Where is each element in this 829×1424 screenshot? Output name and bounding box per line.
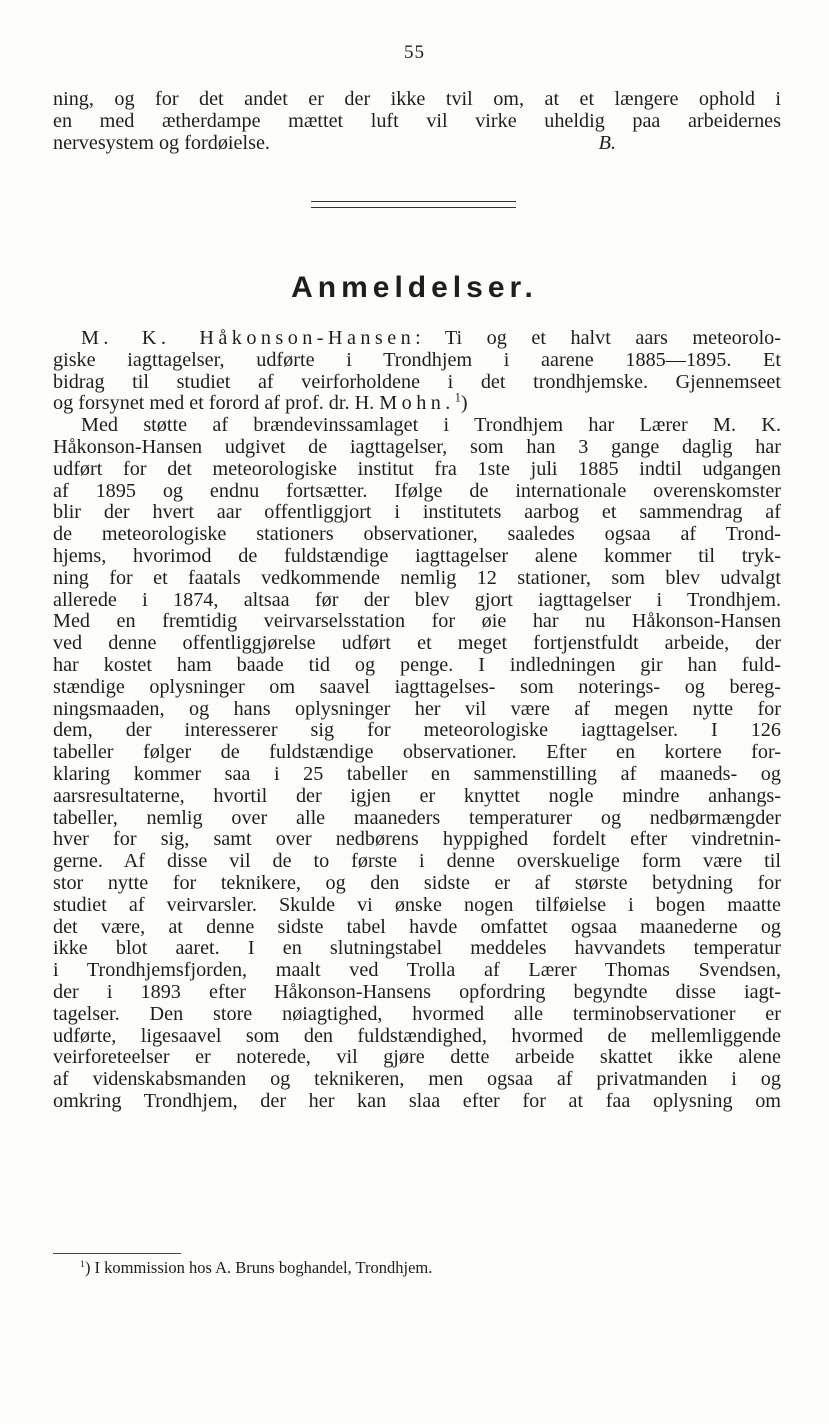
review-body-line: ved denne offentliggjørelse udført et meget fortjenstfuldt arbeide, der <box>53 632 781 655</box>
page-number: 55 <box>404 42 425 63</box>
review-body-line: Med støtte af brændevinssamlaget i Trondhjem har Lærer M. K. <box>81 414 781 437</box>
intro-paragraph <box>53 89 781 154</box>
review-body-line: hver for sig, samt over nedbørens hyppighed fordelt efter vindretnin- <box>53 828 781 851</box>
review-body-line: studiet af veirvarsler. Skulde vi ønske nogen tilføielse i bogen maatte <box>53 893 781 916</box>
review-body-line: udførte, ligesaavel som den fuldstændighed, hvormed de mellemliggende <box>53 1024 781 1047</box>
review-body-line: blir der hvert aar offentliggjort i institutets aarbog et sammendrag af <box>53 501 781 524</box>
review-editor-name: Mohn. <box>379 392 455 415</box>
review-title-line-3: bidrag til studiet af veirforholdene i det trondhjemske. Gjennemseet <box>53 370 781 393</box>
review-title-last-prefix: og forsynet med et forord af prof. dr. H. <box>53 392 380 415</box>
footnote-text: ) I kommission hos A. Bruns boghandel, Trondhjem. <box>84 1258 433 1277</box>
divider-rule-top <box>311 201 516 202</box>
review-title-start: : Ti og et halvt aars meteorolo- <box>415 327 781 349</box>
review-body-line: af videnskabsmanden og teknikeren, men ogsaa af privatmanden i og <box>53 1068 781 1091</box>
footnote-reference[interactable]: 1 <box>454 391 461 406</box>
section-heading: Anmeldelser. <box>291 271 538 304</box>
review-body-line: af 1895 og endnu fortsætter. Ifølge de internationale overenskomster <box>53 479 781 502</box>
review-body-line: dem, der interesserer sig for meteorologiske iagttagelser. I 126 <box>53 719 781 742</box>
review-body-line: stændige oplysninger om saavel iagttagelses- som noterings- og bereg- <box>53 675 781 698</box>
footnote-rule <box>53 1253 181 1254</box>
review-body-line: i Trondhjemsfjorden, maalt ved Trolla af Lærer Thomas Svendsen, <box>53 959 781 982</box>
review-body-line: udført for det meteorologiske institut fra 1ste juli 1885 indtil udgangen <box>53 457 781 480</box>
review-title-last-suffix: ) <box>460 392 468 415</box>
intro-line-2: en med ætherdampe mættet luft vil virke uheldig paa arbeidernes <box>53 109 781 132</box>
intro-last-line <box>53 133 781 155</box>
review-body-line: ningsmaaden, og hans oplysninger her vil være af megen nytte for <box>53 697 781 720</box>
review-title-line-1 <box>53 328 781 350</box>
review-body-line: Håkonson-Hansen udgivet de iagttagelser, som han 3 gange daglig har <box>53 435 781 458</box>
review-body-line: allerede i 1874, altsaa før der blev gjort iagttagelser i Trondhjem. <box>53 588 781 611</box>
review-paragraph <box>53 328 781 1113</box>
intro-signature: B. <box>598 131 616 154</box>
review-body-line: de meteorologiske stationers observationer, saaledes ogsaa af Trond- <box>53 523 781 546</box>
review-body-line: Med en fremtidig veirvarselsstation for øie har nu Håkonson-Hansen <box>53 610 781 633</box>
review-body-line: tagelser. Den store nøiagtighed, hvormed alle terminobservationer er <box>53 1002 781 1025</box>
review-body-line: der i 1893 efter Håkonson-Hansens opfordring begyndte disse iagt- <box>53 980 781 1003</box>
review-body-line: det være, at denne sidste tabel havde omfattet ogsaa maanederne og <box>53 915 781 938</box>
review-body-line: stor nytte for teknikere, og den sidste er af største betydning for <box>53 871 781 894</box>
footnote-marker: 1 <box>80 1259 85 1271</box>
review-body-line: gerne. Af disse vil de to første i denne overskuelige form være til <box>53 850 781 873</box>
review-body-line: aarsresultaterne, hvortil der igjen er knyttet nogle mindre anhangs- <box>53 784 781 807</box>
review-body-line: hjems, hvorimod de fuldstændige iagttagelser alene kommer til tryk- <box>53 544 781 567</box>
review-author: M. K. Håkonson-Hansen <box>81 327 416 349</box>
intro-line-1: ning, og for det andet er der ikke tvil om, at et længere ophold i <box>53 88 781 110</box>
intro-last-text: nervesystem og fordøielse. <box>53 131 270 154</box>
review-body-line: ikke blot aaret. I en slutningstabel meddeles havvandets temperatur <box>53 937 781 960</box>
review-title-line-2: giske iagttagelser, udførte i Trondhjem i aarene 1885—1895. Et <box>53 348 781 371</box>
review-body-line: veirforeteelser er noterede, vil gjøre dette arbeide skattet ikke alene <box>53 1046 781 1069</box>
review-body <box>53 415 781 1113</box>
review-body-line: tabeller følger de fuldstændige observationer. Efter en kortere for- <box>53 741 781 764</box>
review-body-line: tabeller, nemlig over alle maaneders temperaturer og nedbørmængder <box>53 806 781 829</box>
review-body-line: omkring Trondhjem, der her kan slaa efter for at faa oplysning om <box>53 1089 781 1112</box>
review-body-line: klaring kommer saa i 25 tabeller en sammenstilling af maaneds- og <box>53 762 781 785</box>
divider-rule-bottom <box>311 207 516 208</box>
review-title-line-4 <box>53 393 781 415</box>
review-body-line: ning for et faatals vedkommende nemlig 12 stationer, som blev udvalgt <box>53 566 781 589</box>
footnote <box>80 1258 432 1278</box>
review-body-line: har kostet ham baade tid og penge. I indledningen gir han fuld- <box>53 653 781 676</box>
